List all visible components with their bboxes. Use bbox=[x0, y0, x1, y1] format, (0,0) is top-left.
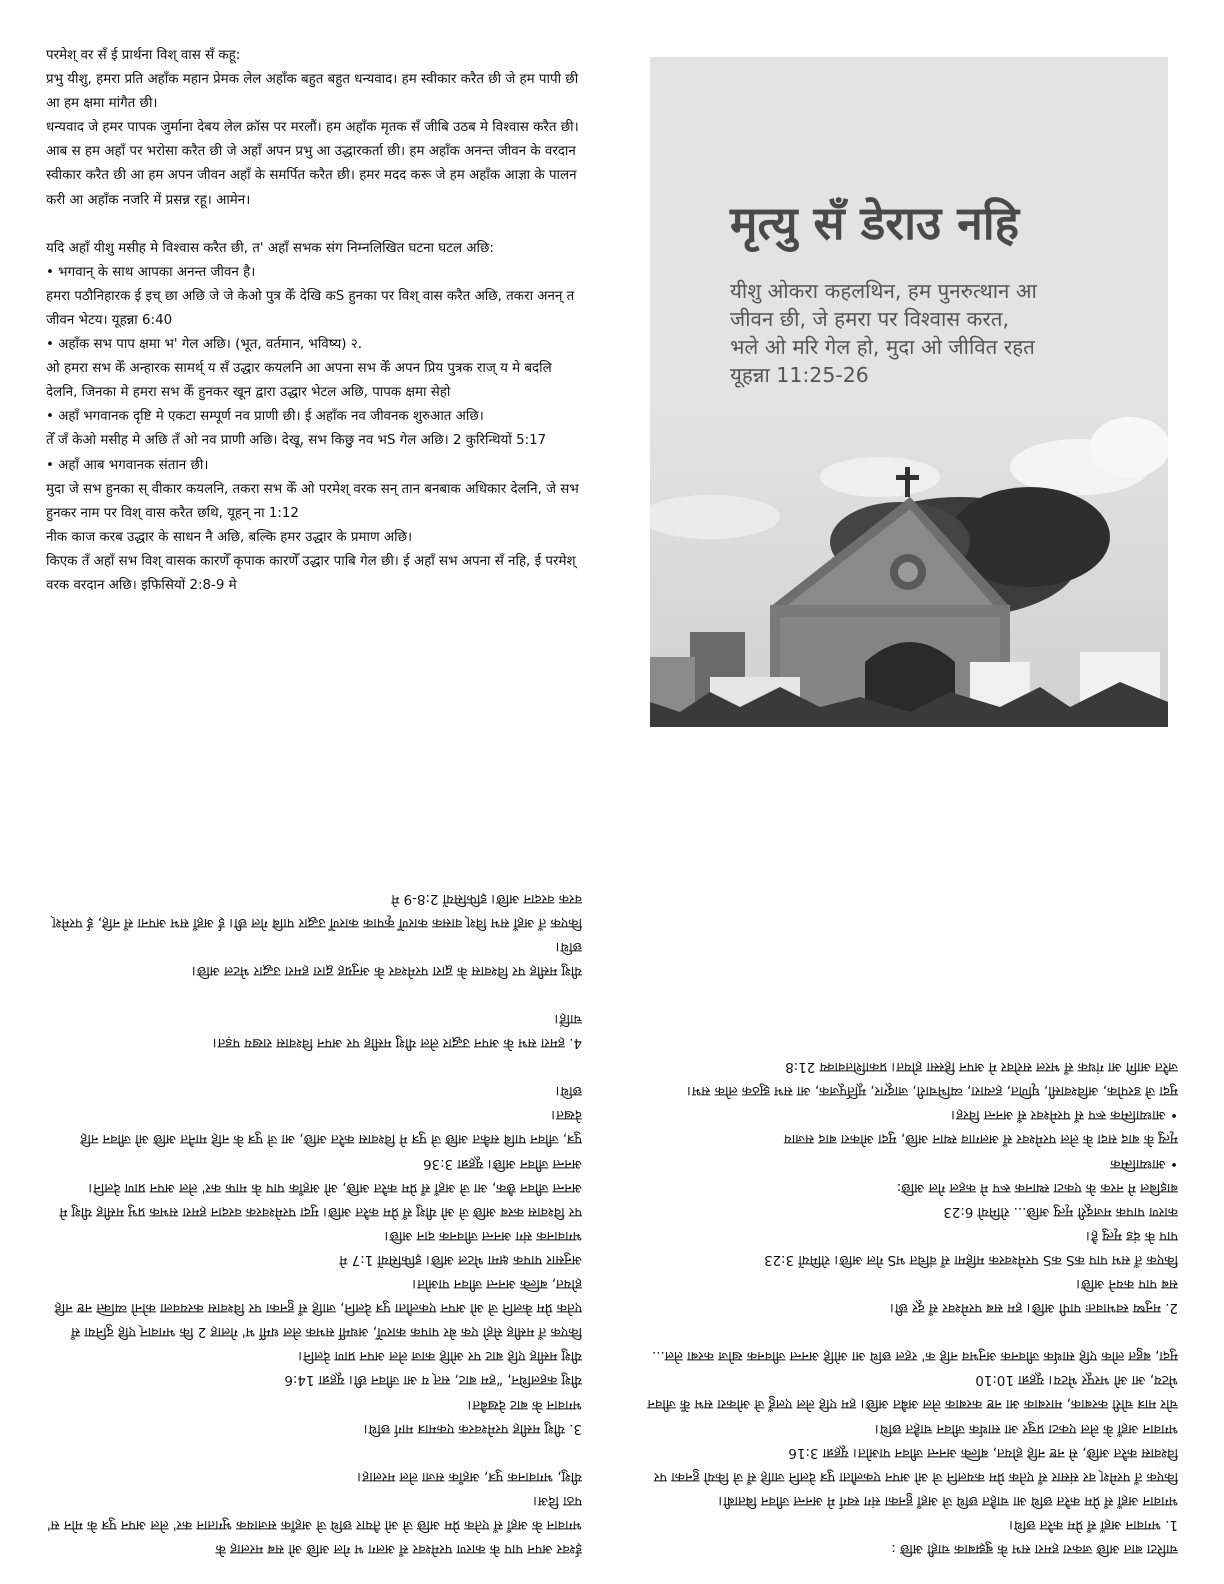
paragraph: यदि अहाँ यीशु मसीह मे विश्वास करैत छी, त' अहाँ सभक संग निम्नलिखित घटना घटल अछि: bbox=[46, 240, 494, 256]
cover-panel bbox=[650, 57, 1168, 727]
church-cemetery-photo bbox=[650, 407, 1168, 727]
paragraph: प्रभु यीशु, हमरा प्रति अहाँक महान प्रेमक लेल अहाँक बहुत बहुत धन्यवाद। हम स्वीकार करैत छी जे हम पापी छी आ हम क्षमा मांगैत छी। bbox=[46, 72, 579, 112]
paragraph: चारिटा बात अछि जकरा हमरा सभ के बुझबाक चाही अछि : bbox=[891, 1541, 1178, 1556]
paragraph: किएक तँ मसीह सेहो एक बेर पापक कारणेँ, अधर्मी सभक लेल धर्मी भ' गेलाह 2 कि भगवान् एहि दुनिया सँ एतेक प्रेम केलनि जे ओ अपन एकलौता पुत्र देलनि, जाहि सँ हुनका पर विश्वास करयवला कोनो व्यक्ति नष्ट नहि होयत, बल्कि अनन्त जीवन पाओत। bbox=[54, 1276, 582, 1340]
paragraph: भगवान के बाट देखबैत। bbox=[467, 1396, 582, 1412]
paragraph: भगवान अहाँ सँ प्रेम करैत छथि आ चाहैत छथि जे अहाँ हुनका संग स्वर्ग मे अनन्त जीवन बिताबी। bbox=[718, 1492, 1178, 1508]
paragraph: भगवान अहाँ के लेल एकटा प्रचुर आ सार्थक जीवन चाहैत छथि। bbox=[874, 1420, 1178, 1436]
inverted-panel-left bbox=[46, 820, 582, 1560]
paragraph: अनुसार पापक क्षमा भेटल अछि। इफिसियों 1:7 मे bbox=[339, 1251, 582, 1267]
spacer bbox=[46, 982, 582, 1006]
verse-line: जीवन छी, जे हमरा पर विश्वास करत, bbox=[730, 307, 1009, 331]
paragraph: किएक तँ सभ पाप कS कS परमेश्वरक महिमा सँ वंचित भS गेल अछि। रोमियों 3:23 bbox=[764, 1251, 1178, 1267]
paragraph: किएक तँ अहाँ सभ विश् वासक कारणेँ कृपाक कारणेँ उद्धार पाबि गेल छी। ई अहाँ सभ अपना सँ नहि, ई परमेश् वरक वरदान अछि। इफिसियों 2:8-9 मे bbox=[46, 553, 576, 593]
paragraph: यीशु कहलथिन, “हम बाट, सत् य आ जीवन छी। यूहन्ना 14:6 bbox=[284, 1372, 582, 1388]
paragraph: हमरा पठौनिहारक ई इच् छा अछि जे जे केओ पुत्र केँ देखि कS हुनका पर विश् वास करैत अछि, तकरा अनन् त जीवन भेटय। यूहन्ना 6:40 bbox=[46, 288, 575, 328]
paragraph: यीशु मसीह पर विश्वास के द्वारा परमेश्वर के अनुग्रह द्वारा हमरा उद्धार भेटल अछि। bbox=[191, 963, 582, 979]
paragraph: जरैत आगि आ गंधक सँ भरल सरोवर मे अपन हिस्सा होयत। प्रकाशितवाक्य 21:8 bbox=[785, 1059, 1178, 1075]
paragraph: बाइबिल मे नरक के एकटा स्थानक रूप मे कहल गेल अछि: bbox=[896, 1179, 1178, 1195]
verse-line: यीशु ओकरा कहलथिन, हम पुनरुत्थान आ bbox=[730, 279, 1037, 303]
bullet-item: • आध्यात्मिक bbox=[1110, 1155, 1178, 1171]
paragraph: चोर मात्र चोरी करबाक, मारबाक आ नष्ट करबाक लेल अबैत अछि। हम एहि लेल एलहुँ जे ओकरा सभ केँ जीवन भेटय, आ ओ भरपूर भेटय। यूहन्ना 10:10 bbox=[647, 1372, 1178, 1412]
paragraph: भगवान के अहाँ सँ एतेक प्रेम अछि जे ओ तैयार छथि जे अहाँक सजायक भुगतान कर' लेल अपन पुत्र के मोन स' पठा दिअ। bbox=[46, 1492, 582, 1532]
paragraph: यीशु, भगवानक पुत्र, अहाँक सजा लेल मरलाह। bbox=[357, 1468, 582, 1484]
verse-reference: यूहन्ना 11:25-26 bbox=[730, 363, 869, 387]
spacer bbox=[46, 1054, 582, 1078]
section-heading: 4. हमरा सभ के अपन उद्धार लेल यीशु मसीह पर अपन विश्वास राखय पड़त। bbox=[212, 1035, 582, 1051]
paragraph: कारण पापक मजदूरी मृत्यु अछि... रोमियो 6:23 bbox=[943, 1203, 1178, 1219]
paragraph: पुत्र, जीवन पाबि सकैत अछि जे पुत्र मे विश्वास करैत अछि, आ जे पुत्र के नहि मानैत अछि ओ जीवन नहि देखत। bbox=[80, 1107, 582, 1147]
paragraph: किएक तँ अहाँ सभ विश् वासक कारणेँ कृपाक कारणेँ उद्धार पाबि गेल छी। ई अहाँ सभ अपना सँ नहि, ई परमेश् वरक वरदान अछि। इफिसियों 2:8-9 मे bbox=[52, 890, 582, 930]
paragraph: पाप के दंड मृत्यु है। bbox=[1085, 1227, 1178, 1243]
paragraph: परमेश् वर सँ ई प्रार्थना विश् वास सँ कहू: bbox=[46, 48, 241, 63]
paragraph: मुदा जे सभ हुनका स् वीकार कयलनि, तकरा सभ केँ ओ परमेश् वरक सन् तान बनबाक अधिकार देलनि, जे सभ हुनकर नाम पर विश् वास करैत छथि, यूहन् ना 1:12 bbox=[46, 481, 579, 521]
verse-line: भले ओ मरि गेल हो, मुदा ओ जीवित रहत bbox=[730, 335, 1035, 359]
section-heading: 1. भगवान अहाँ सँ प्रेम करैत छथि। bbox=[1009, 1516, 1178, 1532]
paragraph: मृत्यु के बाद सदा के लेल परमेश्वर सँ अलगाव स्थान अछि, मुदा ओकरा बाद सजाय bbox=[783, 1131, 1178, 1147]
paragraph: पर विश्वास करब अछि जे ओ यीशु सँ प्रेम करैत अछि। मुदा परमेश्वरक वरदान हमरा सभक प्रभु मसीह यीशु मे अनन्त जीवन छैक, आ जे अहाँ सँ प्रेम करैत अछि, ओ अहाँक पाप के माफ कर' लेल अपन प्राण देलनि। bbox=[59, 1179, 582, 1219]
section-heading: 2. मनुष्य स्वभावतः पापी अछि। हम सब परमेश्वर सँ दूर छी। bbox=[889, 1300, 1178, 1316]
paragraph: ओ हमरा सभ केँ अन्हारक सामर्थ् य सँ उद्धार कयलनि आ अपना सभ केँ अपन प्रिय पुत्रक राज् य मे बदलि देलनि, जिनका मे हमरा सभ केँ हुनकर खून द्वारा उद्धार भेटल अछि, पापक क्षमा सेहो bbox=[46, 361, 552, 401]
paragraph: अनन्त जीवन अछि। यूहन्ना 3:36 bbox=[423, 1155, 582, 1171]
paragraph: भगवानक संग अनन्त जीवनक दान अछि। bbox=[384, 1227, 582, 1243]
bullet-item: • भगवान् के साथ आपका अनन्त जीवन है। bbox=[46, 264, 256, 280]
paragraph: किएक तँ परमेश् वर संसार सँ एतेक प्रेम कयलनि जे ओ अपन एकलौता पुत्र देलनि जाहि सँ जे कियो हुनका पर विश्वास करैत अछि, से नष्ट नहि होयत, बल्कि अनन्त जीवन पाओत। यूहन्ना 3:16 bbox=[653, 1444, 1178, 1484]
bullet-item: • आध्यात्मिक रूप सँ परमेश्वर सँ अनन्त विरह। bbox=[951, 1107, 1178, 1123]
paragraph: छथि। bbox=[555, 938, 582, 954]
paragraph: तेँ जँ केओ मसीह मे अछि तँ ओ नव प्राणी अछि। देखू, सभ किछु नव भS गेल अछि। 2 कुरिन्थियों 5:17 bbox=[46, 433, 547, 449]
cover-title: मृत्यु सँ डेराउ नहि bbox=[730, 196, 1020, 250]
paragraph: सब पाप कयने अछि। bbox=[1076, 1276, 1178, 1292]
paragraph: मुदा, बहुत लोक एहि सार्थक जीवनक अनुभव नहि क' रहल छथि आ ओहि अनन्त जीवनक खोज करबा लेल... bbox=[651, 1348, 1178, 1364]
cover-verse bbox=[730, 277, 1160, 389]
bullet-item: • अहाँक सभ पाप क्षमा भ' गेल अछि। (भूत, वर्तमान, भविष्य) २. bbox=[46, 337, 362, 353]
paragraph: ईश्वर अपन पाप के कारण परमेश्वर सँ अलग भ गेल अछि ओ सब मरलाह के bbox=[215, 1541, 582, 1556]
bullet-item: • अहाँ भगवानक दृष्टि मे एकटा सम्पूर्ण नव प्राणी छी। ई अहाँक नव जीवनक शुरुआत अछि। bbox=[46, 409, 484, 425]
bullet-item: • अहाँ आब भगवानक संतान छी। bbox=[46, 457, 209, 473]
paragraph: छथि। bbox=[555, 1083, 582, 1099]
paragraph: यीशु मसीह एहि बाट पर ओहि काज लेल अपन प्राण देलनि। bbox=[298, 1348, 582, 1364]
section-heading: 3. यीशु मसीह परमेश्वरक एकमात्र मार्ग छथि। bbox=[363, 1420, 582, 1436]
spacer bbox=[46, 1440, 582, 1464]
paragraph: धन्यवाद जे हमर पापक जुर्माना देबय लेल क्रॉस पर मरलौं। हम अहाँक मृतक सँ जीबि उठब मे विश्वास करैत छी। आब स हम अहाँ पर भरोसा करैत छी जे अहाँ अपन प्रभु आ उद्धारकर्ता छी। हम अहाँक अनन्त जीवन के वरदान स्वीकार करैत छी आ हम अपन जीवन अहाँ के समर्पित करैत छी। हमर मदद करू जे हम अहाँक आज्ञा के पालन करी आ अहाँक नजरि में प्रसन्न रहू। आमेन। bbox=[46, 120, 579, 208]
inverted-panel-right bbox=[640, 820, 1178, 1560]
paragraph: चाहिं। bbox=[554, 1011, 582, 1027]
paragraph: नीक काज करब उद्धार के साधन नै अछि, बल्कि हमर उद्धार के प्रमाण अछि। bbox=[46, 529, 413, 545]
spacer bbox=[640, 1319, 1178, 1343]
prayer-panel bbox=[46, 44, 582, 748]
spacer bbox=[46, 213, 582, 237]
paragraph: मुदा जे डरपोक, अविश्वासी, घृणित, हत्यारा, व्यभिचारी, जादूगर, मूर्तिपूजक, आ सभ झुठक लोक सभ। bbox=[686, 1083, 1178, 1099]
